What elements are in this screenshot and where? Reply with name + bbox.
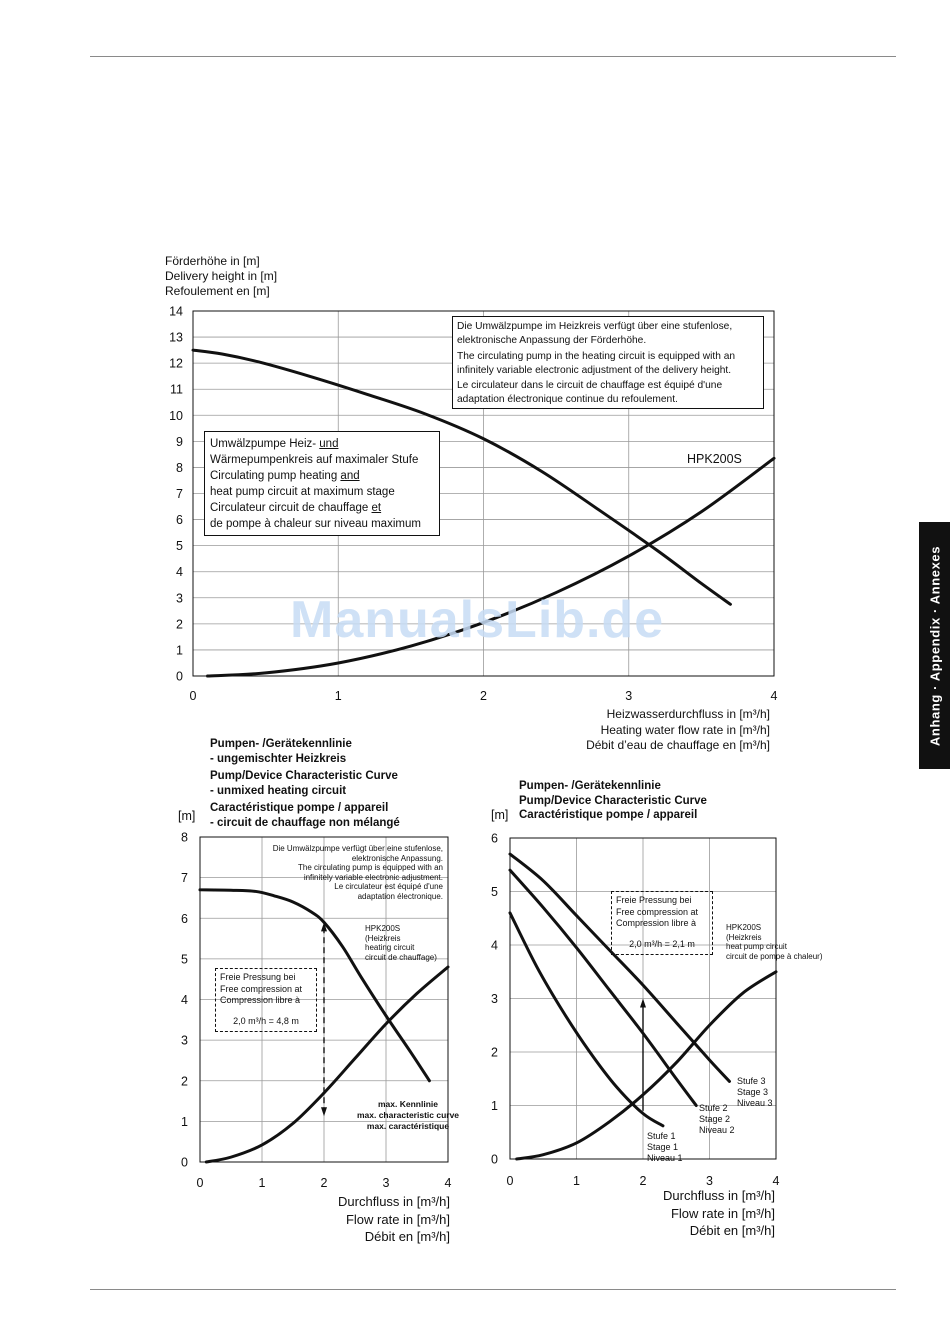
br-x-tick-label: 1	[573, 1174, 580, 1188]
top-x-tick-label: 4	[770, 689, 778, 703]
bl-y-tick-label: 3	[181, 1033, 188, 1048]
bottom-left-note: Die Umwälzpumpe verfügt über eine stufenlose, elektronische Anpassung. The circulating pump is equipped with an infinitely variable electronic adjustment. Le circulateur est équipé d'une adaptation électronique.	[272, 844, 443, 901]
top-y-tick-label: 13	[169, 330, 183, 345]
note-en: The circulating pump in the heating circuit is equipped with an infinitely variable electronic adjustment of the delivery height.	[457, 350, 736, 376]
bl-x-tick-label: 0	[196, 1176, 204, 1190]
br-series-stufe-3	[510, 854, 729, 1081]
x-label-en: Heating water flow rate in [m³/h]	[600, 722, 770, 737]
br-y-tick-label: 3	[491, 992, 498, 1006]
bl-y-tick-label: 1	[181, 1114, 188, 1129]
br-y-tick-label: 4	[491, 938, 498, 953]
bottom-left-unit: [m]	[178, 809, 196, 823]
top-y-tick-label: 1	[176, 643, 183, 658]
bottom-left-title: Pumpen- /Gerätekennlinie - ungemischter Heizkreis Pump/Device Characteristic Curve - unmixed heating circuit Caractéristique pompe / appareil - circuit de chauffage non mélangé	[210, 738, 400, 829]
bl-y-tick-label: 7	[181, 871, 188, 886]
top-y-tick-label: 0	[176, 669, 183, 684]
stage-3-label: Stufe 3 Stage 3 Niveau 3	[737, 1076, 773, 1108]
bottom-left-x-axis-label: Durchfluss in [m³/h] Flow rate in [m³/h] Débit en [m³/h]	[338, 1194, 450, 1244]
br-x-tick-label: 4	[772, 1174, 780, 1188]
pump-line-6: de pompe à chaleur sur niveau maximum	[210, 518, 421, 530]
bl-x-tick-label: 3	[382, 1176, 390, 1190]
top-x-tick-label: 3	[625, 689, 633, 703]
top-chart-note-box	[452, 316, 764, 409]
pump-line-2: Wärmepumpenkreis auf maximaler Stufe	[210, 454, 419, 466]
bottom-left-free-compression-box: Freie Pressung bei Free compression at Compression libre à 2,0 m³/h = 4,8 m	[215, 968, 317, 1032]
x-label-fr: Débit d’eau de chauffage en [m³/h]	[586, 738, 770, 752]
bl-x-tick-label: 2	[320, 1176, 328, 1190]
br-y-tick-label: 2	[491, 1045, 498, 1060]
bl-y-tick-label: 5	[181, 952, 188, 967]
y-label-de: Förderhöhe in [m]	[165, 254, 260, 268]
pump-line-1: Umwälzpumpe Heiz- und	[210, 438, 339, 450]
top-y-tick-label: 6	[176, 513, 183, 528]
bl-y-tick-label: 4	[181, 993, 188, 1007]
bottom-left-max-curve-label: max. Kennlinie max. characteristic curve max. caractéristique	[356, 1099, 460, 1131]
br-y-tick-label: 1	[491, 1099, 498, 1113]
bottom-right-device-label: HPK200S (Heizkreis heat pump circuit circuit de pompe à chaleur)	[726, 923, 823, 961]
y-label-fr: Refoulement en [m]	[165, 284, 270, 298]
br-chart-group	[491, 832, 779, 1189]
top-y-tick-label: 12	[169, 356, 183, 371]
top-y-tick-label: 2	[176, 617, 183, 632]
bl-y-tick-label: 0	[181, 1155, 188, 1170]
top-y-tick-label: 10	[169, 408, 183, 423]
note-fr: Le circulateur dans le circuit de chauffage est équipé d'une adaptation électronique continue du refoulement.	[457, 380, 723, 406]
top-y-tick-label: 7	[176, 487, 183, 501]
bl-y-tick-label: 2	[181, 1074, 188, 1089]
bottom-right-x-axis-label: Durchfluss in [m³/h] Flow rate in [m³/h] Débit en [m³/h]	[663, 1188, 775, 1238]
br-x-tick-label: 2	[639, 1174, 647, 1188]
stage-2-label: Stufe 2 Stage 2 Niveau 2	[699, 1103, 735, 1135]
bl-x-tick-label: 1	[258, 1176, 266, 1190]
br-compression-arrow-head	[640, 999, 646, 1008]
pump-line-4: heat pump circuit at maximum stage	[210, 486, 395, 498]
br-x-tick-label: 3	[706, 1174, 713, 1188]
br-y-tick-label: 6	[491, 831, 498, 846]
bl-y-tick-label: 6	[181, 911, 188, 926]
bl-x-tick-label: 4	[444, 1176, 452, 1190]
stage-1-label: Stufe 1 Stage 1 Niveau 1	[647, 1131, 683, 1163]
note-de: Die Umwälzpumpe im Heizkreis verfügt über eine stufenlose, elektronische Anpassung der Förderhöhe.	[457, 321, 733, 347]
br-y-tick-label: 0	[491, 1152, 498, 1167]
bottom-right-unit: [m]	[491, 808, 509, 822]
x-label-de: Heizwasserdurchfluss in [m³/h]	[606, 707, 770, 721]
bottom-right-title: Pumpen- /Gerätekennlinie Pump/Device Characteristic Curve Caractéristique pompe / appareil	[519, 780, 707, 821]
top-y-tick-label: 3	[176, 591, 183, 606]
side-tab-label: Anhang · Appendix · Annexes	[927, 545, 942, 746]
bottom-left-device-label: HPK200S (Heizkreis heating circuit circuit de chauffage)	[365, 924, 437, 962]
pump-stage-box	[204, 431, 440, 536]
top-y-tick-label: 5	[176, 539, 183, 554]
top-y-tick-label: 11	[170, 382, 183, 397]
br-y-tick-label: 5	[491, 885, 498, 899]
top-device-label: HPK200S	[687, 452, 742, 466]
bottom-right-free-compression-box: Freie Pressung bei Free compression at Compression libre à 2,0 m³/h = 2,1 m	[611, 891, 713, 955]
pump-line-5: Circulateur circuit de chauffage et	[210, 502, 382, 514]
top-x-tick-label: 2	[480, 689, 487, 703]
top-y-tick-label: 9	[176, 434, 183, 449]
pump-line-3: Circulating pump heating and	[210, 470, 360, 482]
bl-compression-arrow-tail	[321, 1107, 327, 1116]
bl-y-tick-label: 8	[181, 830, 188, 845]
top-x-tick-label: 1	[334, 689, 342, 703]
top-y-tick-label: 14	[169, 304, 183, 319]
top-y-tick-label: 4	[176, 565, 183, 580]
watermark: ManualsLib.de	[290, 591, 665, 649]
y-label-en: Delivery height in [m]	[165, 269, 278, 283]
top-x-tick-label: 0	[189, 689, 197, 703]
top-y-tick-label: 8	[176, 460, 183, 475]
br-x-tick-label: 0	[506, 1174, 514, 1188]
